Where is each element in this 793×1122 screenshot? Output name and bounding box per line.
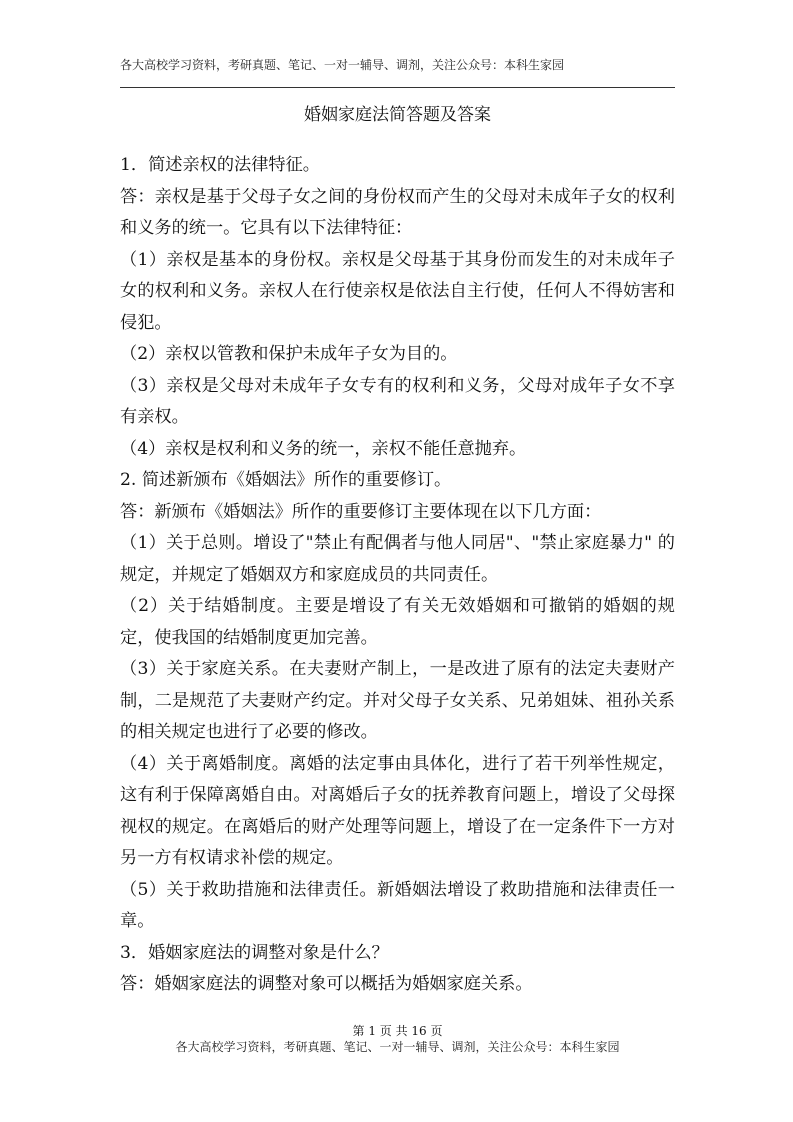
question-3: 3．婚姻家庭法的调整对象是什么？ <box>120 942 389 963</box>
header-divider <box>120 87 675 88</box>
answer-1-point-3: （3）亲权是父母对未成年子女专有的权利和义务，父母对成年子女不享有亲权。 <box>120 375 675 427</box>
answer-1-intro: 答：亲权是基于父母子女之间的身份权而产生的父母对未成年子女的权利和义务的统一。它具有以下法律特征： <box>120 186 675 238</box>
answer-1-point-1: （1）亲权是基本的身份权。亲权是父母基于其身份而发生的对未成年子女的权利和义务。亲权人在行使亲权是依法自主行使，任何人不得妨害和侵犯。 <box>120 249 675 333</box>
answer-2-point-4: （4）关于离婚制度。离婚的法定事由具体化，进行了若干列举性规定，这有利于保障离婚自由。对离婚后子女的抚养教育问题上，增设了父母探视权的规定。在离婚后的财产处理等问题上，增设了在一定条件下一方对另一方有权请求补偿的规定。 <box>120 753 675 868</box>
question-2: 2. 简述新颁布《婚姻法》所作的重要修订。 <box>120 470 452 490</box>
answer-3: 答：婚姻家庭法的调整对象可以概括为婚姻家庭关系。 <box>120 974 533 994</box>
document-body <box>120 150 675 1001</box>
page-footer-text: 各大高校学习资料，考研真题、笔记、一对一辅导、调剂，关注公众号：本科生家园 <box>175 1040 620 1054</box>
answer-1-point-4: （4）亲权是权利和义务的统一，亲权不能任意抛弃。 <box>120 438 527 459</box>
answer-2-intro: 答：新颁布《婚姻法》所作的重要修订主要体现在以下几方面： <box>120 501 602 522</box>
answer-1-point-2: （2）亲权以管教和保护未成年子女为目的。 <box>120 344 458 364</box>
page-header-text: 各大高校学习资料，考研真题、笔记、一对一辅导、调剂，关注公众号：本科生家园 <box>120 58 565 72</box>
answer-2-point-3: （3）关于家庭关系。在夫妻财产制上，一是改进了原有的法定夫妻财产制，二是规范了夫妻财产约定。并对父母子女关系、兄弟姐妹、祖孙关系的相关规定也进行了必要的修改。 <box>120 659 675 742</box>
document-title: 婚姻家庭法简答题及答案 <box>304 105 491 125</box>
page-number: 第 1 页 共 16 页 <box>352 1024 443 1038</box>
question-1: 1．简述亲权的法律特征。 <box>120 155 320 175</box>
answer-2-point-5: （5）关于救助措施和法律责任。新婚姻法增设了救助措施和法律责任一章。 <box>120 879 675 931</box>
answer-2-point-1: （1）关于总则。增设了"禁止有配偶者与他人同居"、"禁止家庭暴力" 的规定，并规定了婚姻双方和家庭成员的共同责任。 <box>120 533 675 585</box>
answer-2-point-2: （2）关于结婚制度。主要是增设了有关无效婚姻和可撤销的婚姻的规定，使我国的结婚制度更加完善。 <box>120 596 675 648</box>
